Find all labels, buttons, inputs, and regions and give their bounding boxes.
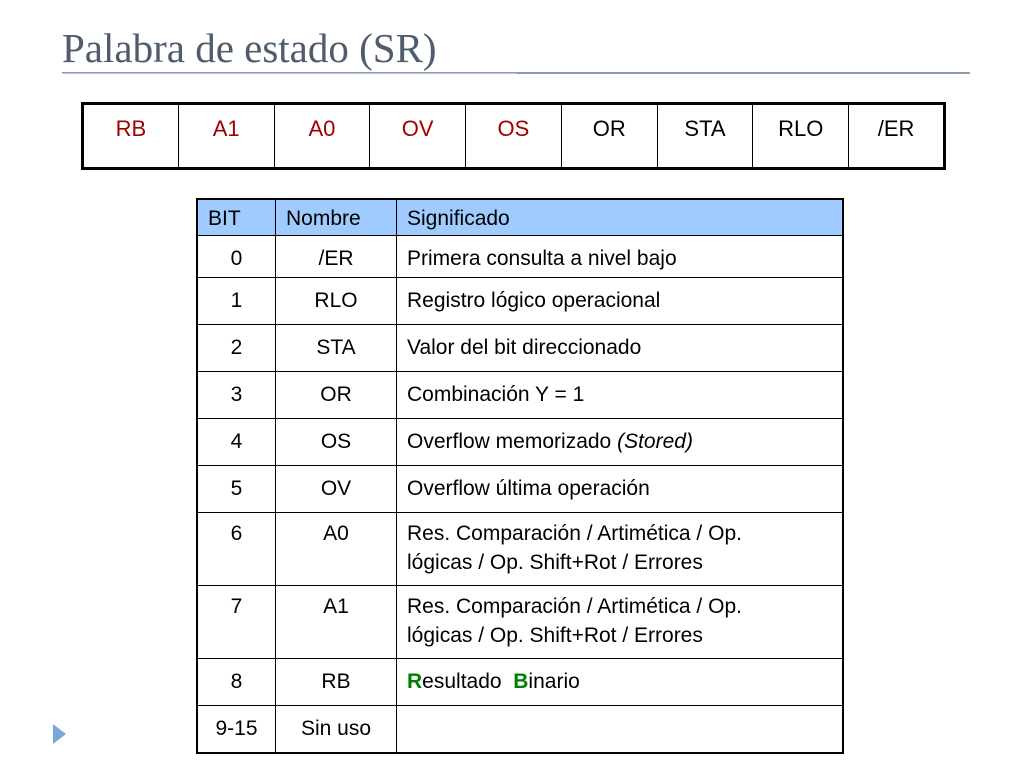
slide-title: Palabra de estado (SR) xyxy=(62,25,437,71)
cell-nombre: STA xyxy=(276,325,397,372)
cell-bit: 1 xyxy=(197,278,276,325)
table-header-row xyxy=(197,199,843,236)
significado-text: Overflow memorizado xyxy=(407,430,612,453)
cell-nombre: /ER xyxy=(276,236,397,278)
header-nombre: Nombre xyxy=(276,199,397,236)
sr-bit-cell: STA xyxy=(657,104,753,169)
cell-nombre: OR xyxy=(276,372,397,419)
sr-bit-cell: A0 xyxy=(274,104,370,169)
cell-bit: 2 xyxy=(197,325,276,372)
significado-text: esultado xyxy=(422,670,508,693)
cell-significado xyxy=(397,513,844,586)
sr-bit-cell: OV xyxy=(370,104,466,169)
table-row xyxy=(197,586,843,659)
significado-initial-r: R xyxy=(407,670,423,693)
cell-bit: 3 xyxy=(197,372,276,419)
cell-significado xyxy=(397,419,844,466)
cell-significado xyxy=(397,586,844,659)
cell-bit: 6 xyxy=(197,513,276,586)
significado-text: inario xyxy=(528,670,580,693)
significado-italic: (Stored) xyxy=(617,430,693,453)
cell-significado: Combinación Y = 1 xyxy=(397,372,844,419)
table-row xyxy=(197,466,843,513)
cell-bit: 9-15 xyxy=(197,706,276,754)
cell-significado: Primera consulta a nivel bajo xyxy=(397,236,844,278)
table-row xyxy=(197,278,843,325)
cell-nombre: RLO xyxy=(276,278,397,325)
table-row xyxy=(197,325,843,372)
cell-significado: Overflow última operación xyxy=(397,466,844,513)
header-significado: Significado xyxy=(397,199,844,236)
significado-initial-b: B xyxy=(513,670,529,693)
triangle-right-icon xyxy=(53,724,66,744)
table-row xyxy=(197,706,843,754)
sr-bit-cell: A1 xyxy=(178,104,274,169)
sr-bit-cell: /ER xyxy=(849,104,945,169)
table-row xyxy=(197,419,843,466)
cell-nombre: RB xyxy=(276,659,397,706)
bit-meaning-table xyxy=(196,198,844,754)
sr-bit-row xyxy=(83,104,945,169)
table-row xyxy=(197,372,843,419)
cell-nombre: A1 xyxy=(276,586,397,659)
table-row xyxy=(197,659,843,706)
cell-significado: Valor del bit direccionado xyxy=(397,325,844,372)
cell-bit: 8 xyxy=(197,659,276,706)
title-underline-accent xyxy=(62,73,517,74)
cell-nombre: OS xyxy=(276,419,397,466)
significado-line-2: lógicas / Op. Shift+Rot / Errores xyxy=(407,624,703,647)
sr-bit-cell: RLO xyxy=(753,104,849,169)
cell-bit: 5 xyxy=(197,466,276,513)
cell-bit: 0 xyxy=(197,236,276,278)
sr-bit-cell: OS xyxy=(466,104,562,169)
cell-bit: 4 xyxy=(197,419,276,466)
cell-significado: Registro lógico operacional xyxy=(397,278,844,325)
cell-nombre: OV xyxy=(276,466,397,513)
cell-bit: 7 xyxy=(197,586,276,659)
table-row xyxy=(197,236,843,278)
cell-nombre: A0 xyxy=(276,513,397,586)
significado-line-2: lógicas / Op. Shift+Rot / Errores xyxy=(407,551,703,574)
cell-nombre: Sin uso xyxy=(276,706,397,754)
sr-bit-cell: RB xyxy=(83,104,179,169)
table-row xyxy=(197,513,843,586)
cell-significado xyxy=(397,706,844,754)
cell-significado xyxy=(397,659,844,706)
status-register-bits-table xyxy=(81,102,946,170)
header-bit: BIT xyxy=(197,199,276,236)
sr-bit-cell: OR xyxy=(561,104,657,169)
significado-line-1: Res. Comparación / Artimética / Op. xyxy=(407,522,742,545)
significado-line-1: Res. Comparación / Artimética / Op. xyxy=(407,595,742,618)
